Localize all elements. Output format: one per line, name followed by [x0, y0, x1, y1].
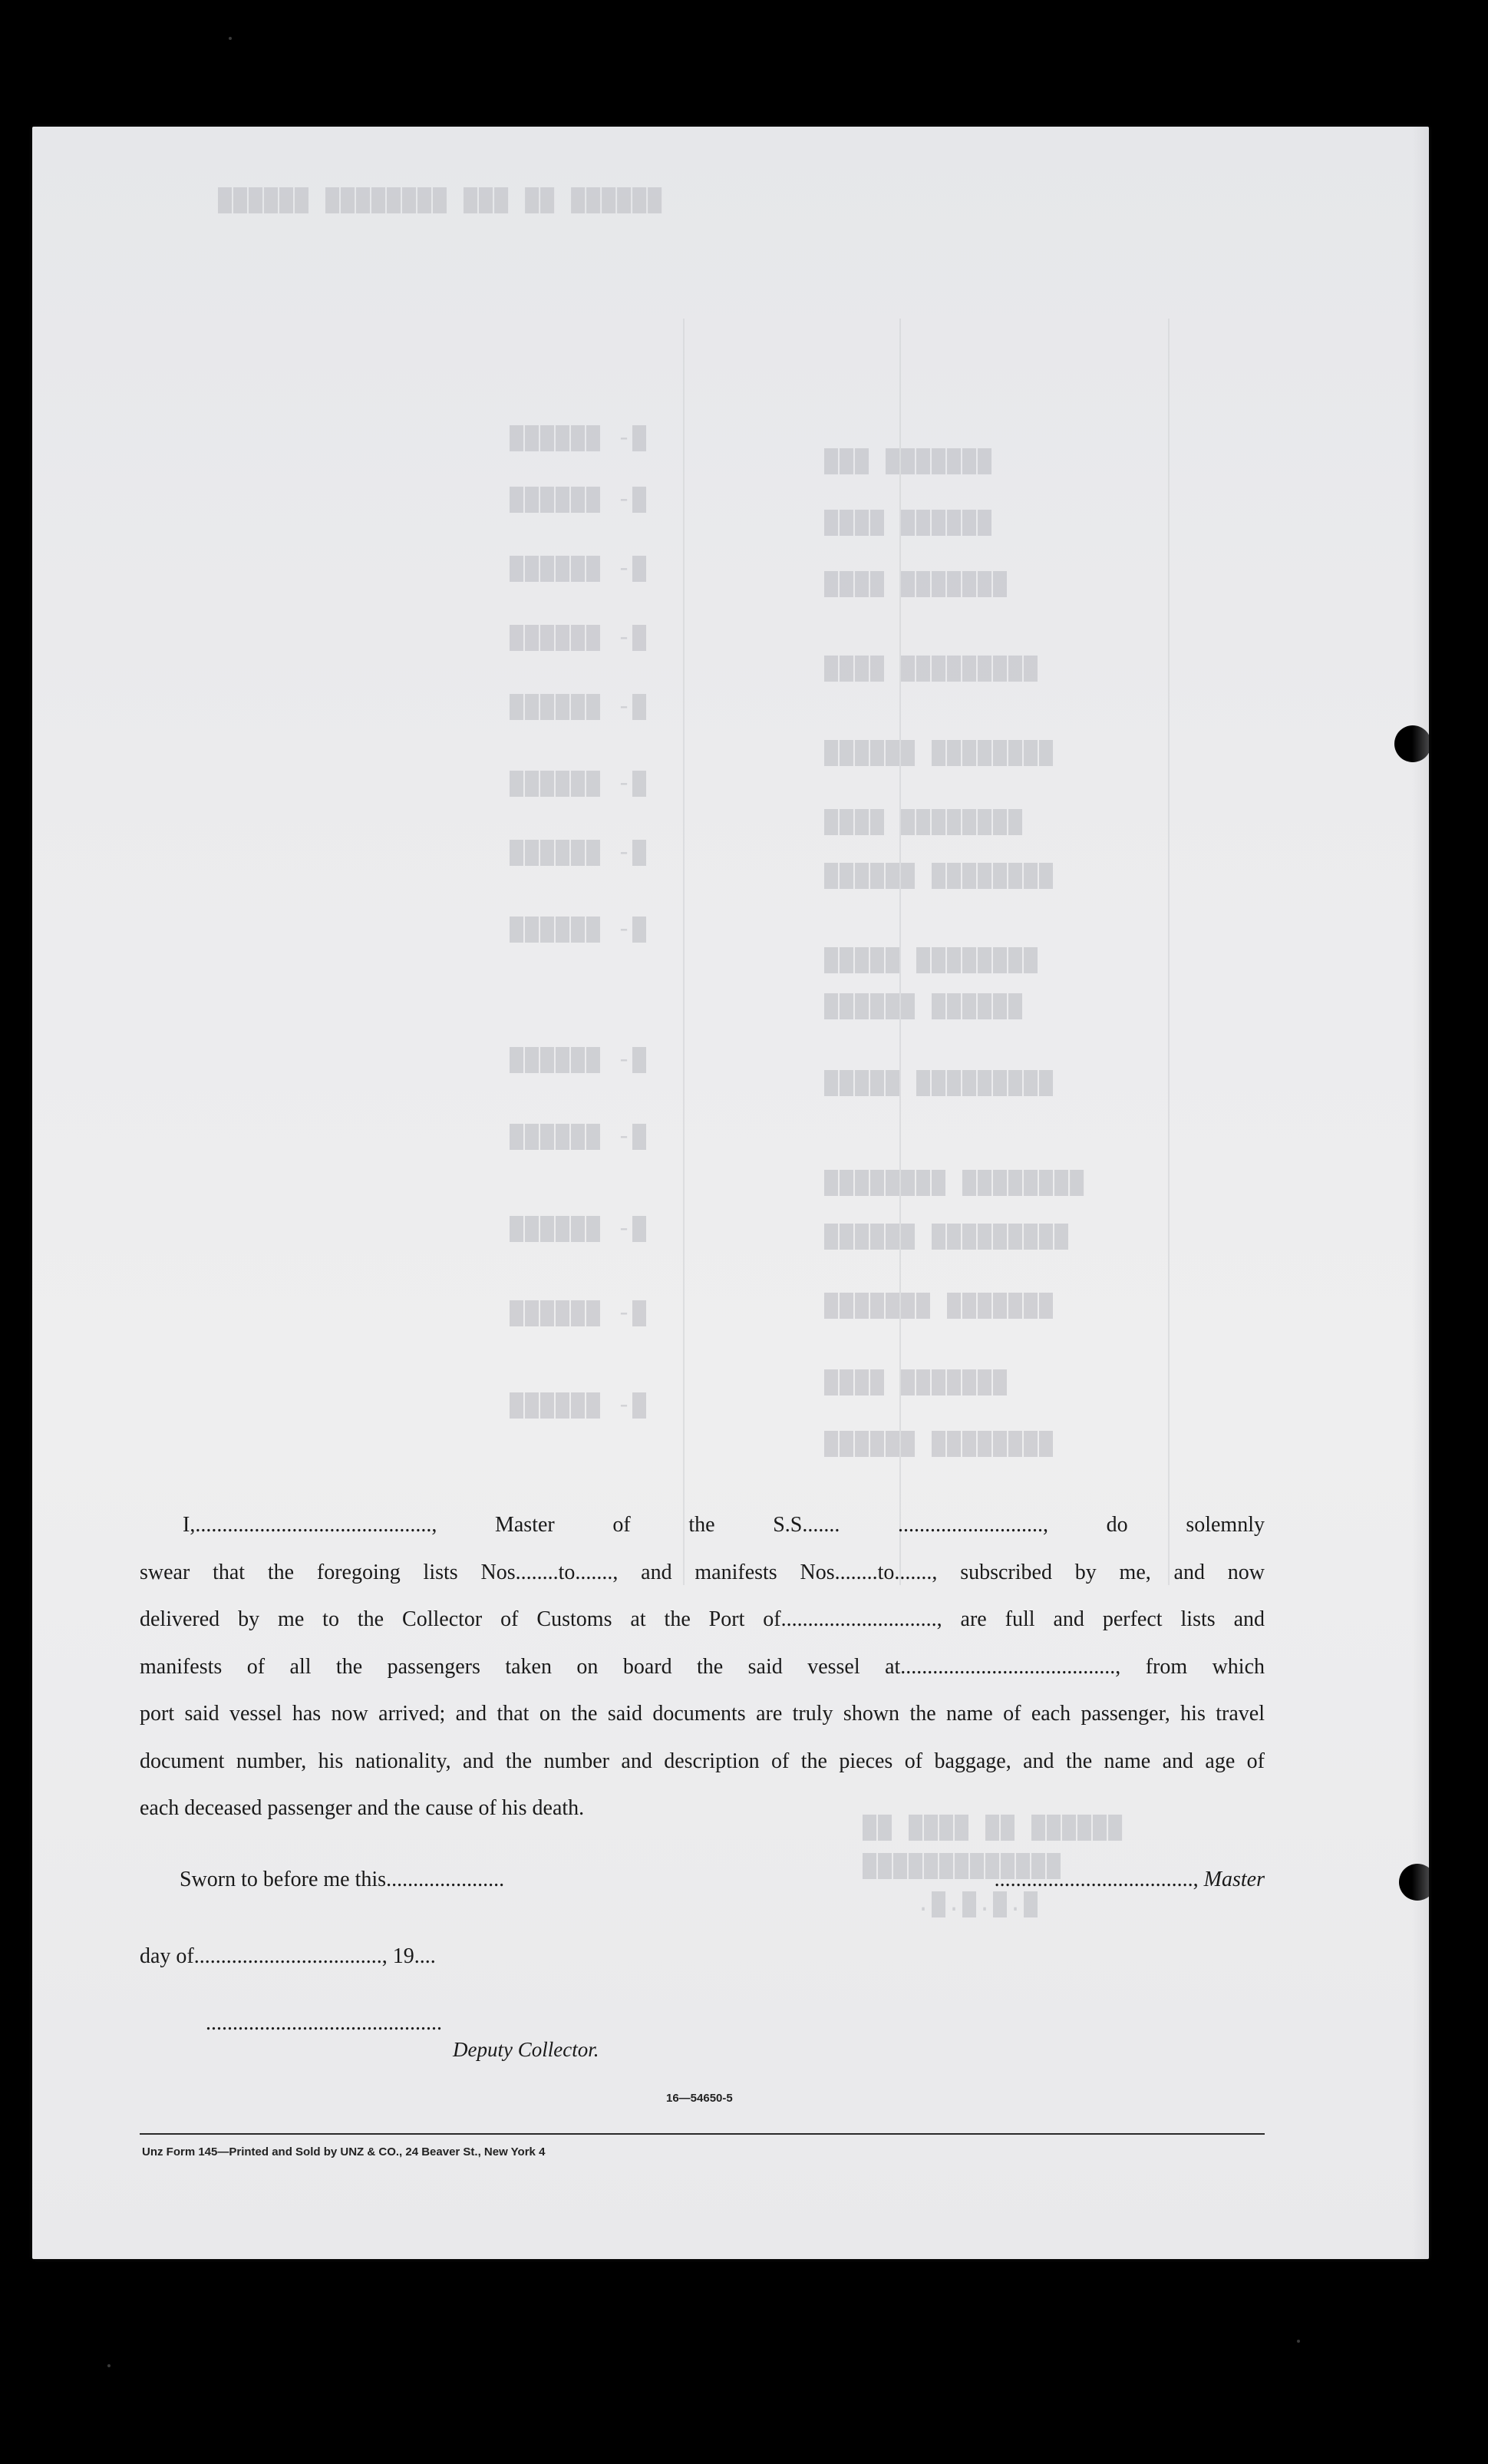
bleed-through-text: █- ██████: [508, 426, 647, 452]
dust-speck: [229, 37, 232, 40]
bleed-through-rule: [683, 319, 685, 1585]
deputy-collector-signature-dots: ............................................: [206, 2011, 442, 2035]
sworn-before-line: Sworn to before me this......................: [180, 1868, 505, 1891]
master-signature-line: [995, 1868, 1265, 1892]
bleed-through-text: █- ██████: [508, 695, 647, 721]
bleed-through-text: ███████ ███: [823, 449, 992, 475]
bleed-through-text: █- ██████: [508, 1125, 647, 1151]
master-signature-dots: .....................................,: [994, 1868, 1204, 1891]
dust-speck: [1297, 2340, 1300, 2343]
oath-line-1: I,............................................, Master of the S.S....... ..........................., do solemnly: [183, 1513, 1265, 1537]
bleed-through-text: █- ██████: [508, 626, 647, 652]
bleed-through-text: █- ██████: [508, 487, 647, 514]
footer-divider: [140, 2133, 1265, 2135]
bleed-through-text: ███████ ███████: [823, 1293, 1054, 1320]
bleed-through-text: █- ██████: [508, 1393, 647, 1419]
bleed-through-text: █.█.█.█.: [915, 1892, 1038, 1918]
bleed-through-text: ████████ ████████: [823, 1171, 1084, 1197]
bleed-through-text: ████████ ██████: [823, 741, 1054, 767]
bleed-through-text: █████████ ████: [823, 656, 1038, 682]
master-label: Master: [1203, 1868, 1265, 1891]
bleed-through-text: ████████ ██████: [823, 864, 1054, 890]
bleed-through-text: ████████ ██████: [823, 1432, 1054, 1458]
oath-line-5: port said vessel has now arrived; and that on the said documents are truly shown the name of each passenger, his travel: [140, 1702, 1265, 1726]
punch-hole-top: [1394, 725, 1429, 762]
bleed-through-text: █- ██████: [508, 1217, 647, 1243]
bleed-through-text: ██████ ████: [823, 510, 992, 537]
oath-paragraph: [140, 1501, 1265, 1832]
oath-line-6: document number, his nationality, and the number and description of the pieces of baggage, and the name and age of: [140, 1749, 1265, 1773]
oath-line-7: each deceased passenger and the cause of his death.: [140, 1796, 585, 1820]
bleed-through-text: █- ██████: [508, 1048, 647, 1074]
bleed-through-text: ██████ ██████: [823, 994, 1023, 1020]
form-number: 16—54650-5: [666, 2092, 733, 2105]
deputy-collector-label: Deputy Collector.: [453, 2038, 599, 2061]
printer-imprint: Unz Form 145—Printed and Sold by UNZ & CO., 24 Beaver St., New York 4: [142, 2145, 546, 2158]
bleed-through-text: █████████ █████: [823, 1071, 1054, 1097]
oath-line-2: swear that the foregoing lists Nos........to......., and manifests Nos........to......., subscribed by me, and now: [140, 1560, 1265, 1584]
bleed-through-text: █- ██████: [508, 841, 647, 867]
day-of-line: day of..................................., 19....: [140, 1944, 436, 1968]
bleed-through-text: ██████ ██ ████ ██: [861, 1815, 1123, 1841]
bleed-through-text: █- ██████: [508, 557, 647, 583]
punch-hole-bottom: [1399, 1864, 1429, 1901]
oath-line-4: manifests of all the passengers taken on board the said vessel at........................................, from which: [140, 1654, 1265, 1679]
bleed-through-text: █- ██████: [508, 917, 647, 943]
oath-line-3: delivered by me to the Collector of Customs at the Port of............................., are full and perfect lists and: [140, 1607, 1265, 1631]
bleed-through-text: █████████████: [861, 1854, 1061, 1880]
bleed-through-text: ███████ ████: [823, 572, 1008, 598]
dust-speck: [107, 2364, 111, 2367]
bleed-through-text: ████████ ████: [823, 810, 1023, 836]
bleed-through-text: ████████ █████: [823, 948, 1038, 974]
bleed-through-text: █- ██████: [508, 1301, 647, 1327]
bleed-through-text: ███████ ████: [823, 1370, 1008, 1396]
manifest-sheet: [32, 127, 1429, 2259]
bleed-through-text: █- ██████: [508, 771, 647, 798]
bleed-through-heading: ██████ ██ ███ ████████ ██████: [216, 188, 662, 214]
bleed-through-text: █████████ ██████: [823, 1224, 1069, 1250]
bleed-through-rule: [1168, 319, 1170, 1585]
